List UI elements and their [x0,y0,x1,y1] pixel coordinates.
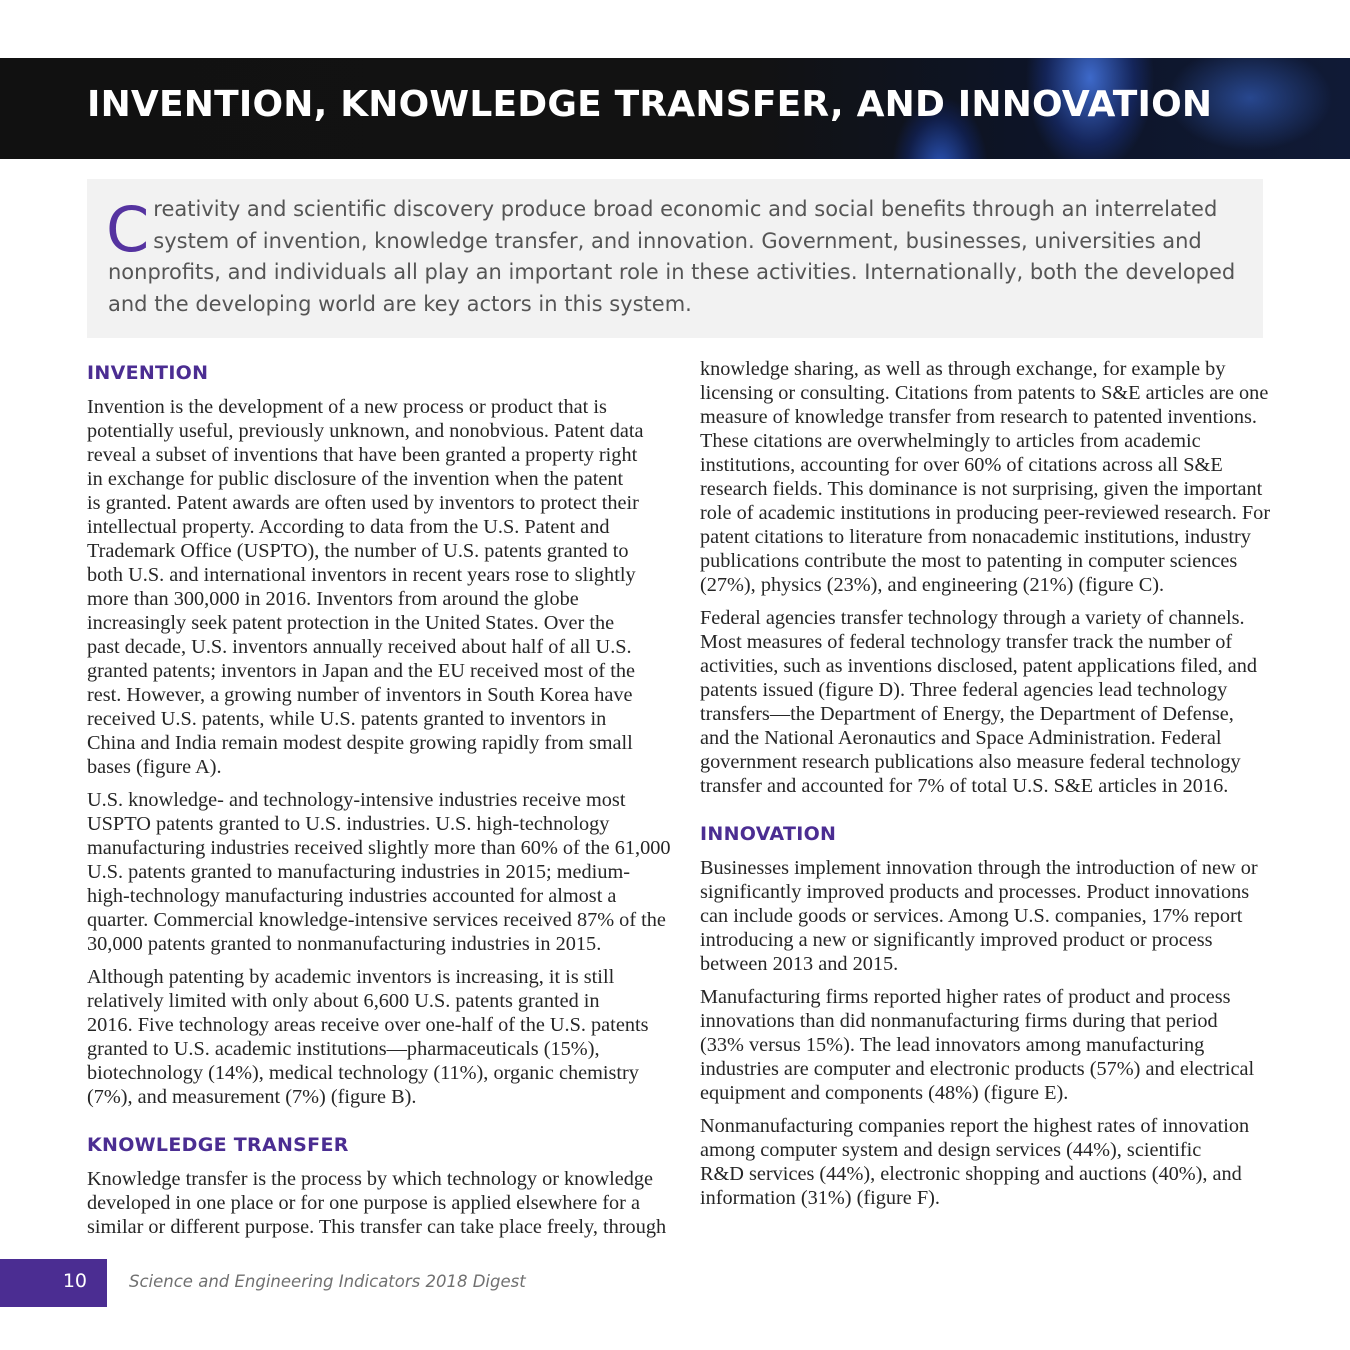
text-line: (33% versus 15%). The lead innovators among manufacturing [700,1034,1205,1056]
innovation-paragraph-1 [700,856,1265,976]
innovation-paragraph-3 [700,1114,1265,1210]
text-line: transfers—the Department of Energy, the Department of Defense, [700,703,1234,725]
text-line: (7%), and measurement (7%) (figure B). [87,1086,417,1108]
text-line: biotechnology (14%), medical technology (11%), organic chemistry [87,1062,639,1084]
text-line: increasingly seek patent protection in the United States. Over the [87,612,615,634]
text-line: significantly improved products and processes. Product innovations [700,881,1250,903]
text-line: manufacturing industries received slightly more than 60% of the 61,000 [87,837,671,859]
text-line: patents issued (figure D). Three federal agencies lead technology [700,679,1228,701]
invention-paragraph-2 [87,788,671,956]
page-title: INVENTION, KNOWLEDGE TRANSFER, AND INNOVATION [87,84,1213,125]
text-line: introducing a new or significantly improved product or process [700,929,1213,951]
section-heading-invention: INVENTION [87,362,209,384]
text-line: These citations are overwhelmingly to articles from academic [700,430,1201,452]
text-line: intellectual property. According to data from the U.S. Patent and [87,516,610,538]
text-line: R&D services (44%), electronic shopping and auctions (40%), and [700,1163,1242,1185]
text-line: bases (figure A). [87,756,222,778]
text-line: Trademark Office (USPTO), the number of U.S. patents granted to [87,540,629,562]
knowledge-transfer-paragraph-2 [700,606,1265,798]
text-line: and the National Aeronautics and Space Administration. Federal [700,727,1222,749]
text-line: potentially useful, previously unknown, and nonobvious. Patent data [87,420,644,442]
text-line: equipment and components (48%) (figure E). [700,1082,1069,1104]
header-banner [0,58,1350,159]
text-line: relatively limited with only about 6,600 U.S. patents granted in [87,990,600,1012]
publication-title: Science and Engineering Indicators 2018 Digest [129,1272,526,1291]
left-column [87,357,671,1248]
knowledge-transfer-paragraph-1-start [87,1167,667,1239]
text-line: granted to U.S. academic institutions—pharmaceuticals (15%), [87,1038,600,1060]
text-line: knowledge sharing, as well as through exchange, for example by [700,358,1226,380]
text-line: institutions, accounting for over 60% of citations across all S&E [700,454,1223,476]
text-line: 2016. Five technology areas receive over one-half of the U.S. patents [87,1014,649,1036]
intro-line: system of invention, knowledge transfer, and innovation. Government, businesses, universities and [153,228,1202,253]
text-line: publications contribute the most to patenting in computer sciences [700,550,1238,572]
text-line: Knowledge transfer is the process by which technology or knowledge [87,1168,654,1190]
text-line: Although patenting by academic inventors is increasing, it is still [87,966,615,988]
intro-line: the developing world are key actors in this system. [154,291,692,316]
text-line: is granted. Patent awards are often used by inventors to protect their [87,492,639,514]
text-line: can include goods or services. Among U.S. companies, 17% report [700,905,1243,927]
text-line: patent citations to literature from nonacademic institutions, industry [700,526,1251,548]
text-line: Invention is the development of a new process or product that is [87,396,607,418]
text-line: 30,000 patents granted to nonmanufacturing industries in 2015. [87,933,602,955]
text-line: U.S. patents granted to manufacturing industries in 2015; medium- [87,861,630,883]
text-line: research fields. This dominance is not surprising, given the important [700,478,1263,500]
text-line: Manufacturing firms reported higher rates of product and process [700,986,1231,1008]
text-line: Federal agencies transfer technology through a variety of channels. [700,607,1245,629]
text-line: high-technology manufacturing industries accounted for almost a [87,885,617,907]
text-line: both U.S. and international inventors in recent years rose to slightly [87,564,636,586]
text-line: among computer system and design services (44%), scientific [700,1139,1202,1161]
text-line: more than 300,000 in 2016. Inventors from around the globe [87,588,579,610]
text-line: similar or different purpose. This transfer can take place freely, through [87,1216,667,1238]
text-line: measure of knowledge transfer from research to patented inventions. [700,406,1257,428]
text-line: received U.S. patents, while U.S. patents granted to inventors in [87,708,607,730]
intro-dropcap: C [106,193,150,266]
text-line: rest. However, a growing number of inventors in South Korea have [87,684,633,706]
innovation-paragraph-2 [700,985,1265,1105]
text-line: (27%), physics (23%), and engineering (21%) (figure C). [700,574,1165,596]
text-line: role of academic institutions in producing peer-reviewed research. For [700,502,1271,524]
text-line: licensing or consulting. Citations from patents to S&E articles are one [700,382,1269,404]
text-line: developed in one place or for one purpose is applied elsewhere for a [87,1192,641,1214]
right-column [700,357,1271,1219]
intro-line: nonprofits, and individuals all play an important role in these activities. Internationally, both the developed and [108,260,1236,316]
page-number: 10 [62,1270,87,1292]
text-line: in exchange for public disclosure of the invention when the patent [87,468,624,490]
text-line: between 2013 and 2015. [700,953,899,975]
text-line: U.S. knowledge- and technology-intensive industries receive most [87,789,626,811]
intro-line: reativity and scientific discovery produce broad economic and social benefits through an interrelated [153,197,1218,221]
section-heading-innovation: INNOVATION [700,823,837,845]
text-line: quarter. Commercial knowledge-intensive services received 87% of the [87,909,666,931]
page-number-box [0,1259,107,1307]
intro-callout [87,179,1263,338]
text-line: Most measures of federal technology transfer track the number of [700,631,1233,653]
text-line: Nonmanufacturing companies report the highest rates of innovation [700,1115,1250,1137]
text-line: activities, such as inventions disclosed, patent applications filed, and [700,655,1258,677]
text-line: past decade, U.S. inventors annually received about half of all U.S. [87,636,632,658]
text-line: China and India remain modest despite growing rapidly from small [87,732,633,754]
invention-paragraph-1 [87,395,652,779]
invention-paragraph-3 [87,965,652,1109]
text-line: information (31%) (figure F). [700,1187,940,1209]
intro-text [108,194,1242,320]
text-line: USPTO patents granted to U.S. industries. U.S. high-technology [87,813,610,835]
text-line: Businesses implement innovation through the introduction of new or [700,857,1258,879]
text-line: innovations than did nonmanufacturing firms during that period [700,1010,1218,1032]
text-line: government research publications also measure federal technology [700,751,1241,773]
text-line: transfer and accounted for 7% of total U.S. S&E articles in 2016. [700,775,1229,797]
section-heading-knowledge-transfer: KNOWLEDGE TRANSFER [87,1134,349,1156]
text-line: granted patents; inventors in Japan and the EU received most of the [87,660,635,682]
knowledge-transfer-paragraph-1-cont [700,357,1271,597]
text-line: reveal a subset of inventions that have been granted a property right [87,444,638,466]
text-line: industries are computer and electronic products (57%) and electrical [700,1058,1255,1080]
